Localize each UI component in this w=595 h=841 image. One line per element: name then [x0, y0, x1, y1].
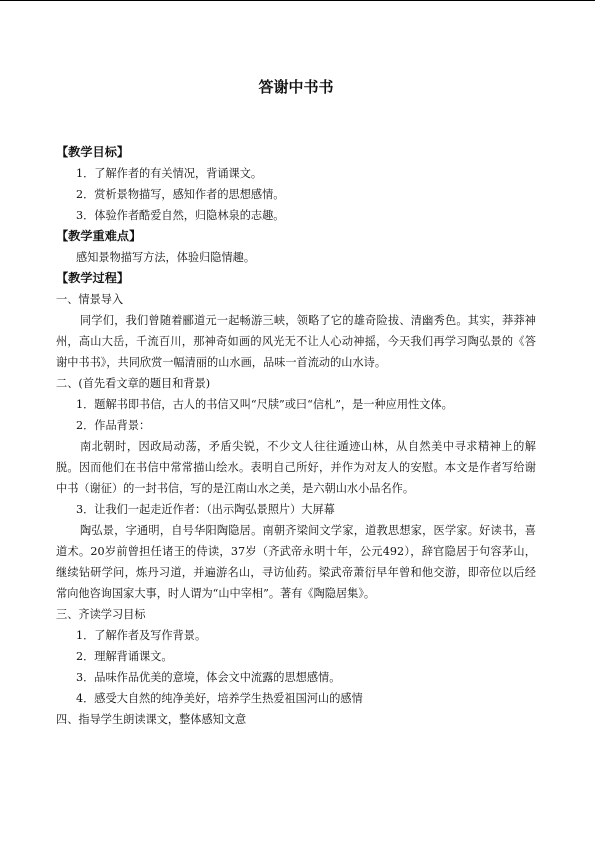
- document-body: [56, 142, 536, 730]
- key-points-text: 感知景物描写方法，体验归隐情趣。: [76, 251, 256, 264]
- section-title: 一、情景导入: [56, 293, 124, 306]
- goals-heading: 【教学目标】: [56, 145, 130, 159]
- header-rule: [0, 0, 595, 1]
- list-item: 4．感受大自然的纯净美好，培养学生热爱祖国河山的感情: [76, 692, 363, 705]
- list-item: 2．作品背景：: [76, 419, 151, 432]
- section-title: 二、(首先看文章的题目和背景): [56, 377, 211, 390]
- background-paragraph: 南北朝时，因政局动荡，矛盾尖锐，不少文人往往遁迹山林，从自然美中寻求精神上的解脱。因而他们在书信中常常描山绘水。表明自己所好，并作为对友人的安慰。本文是作者写给谢中书（谢征）的一封书信，写的是江南山水之美，是六朝山水小品名作。: [56, 440, 536, 495]
- list-item: 1．题解书即书信，古人的书信又叫“尺牍”或曰“信札”，是一种应用性文体。: [76, 398, 453, 411]
- goal-item: 2．赏析景物描写，感知作者的思想感情。: [76, 188, 285, 201]
- intro-paragraph: 同学们，我们曾随着郦道元一起畅游三峡，领略了它的雄奇险拔、清幽秀色。其实，莽莽神州，高山大岳，千流百川，那神奇如画的风光无不让人心动神摇，今天我们再学习陶弘景的《答谢中书书》，共同欣赏一幅清丽的山水画，品味一首流动的山水诗。: [56, 314, 536, 369]
- list-item: 3．品味作品优美的意境，体会文中流露的思想感情。: [76, 671, 341, 684]
- goal-item: 1．了解作者的有关情况，背诵课文。: [76, 167, 263, 180]
- process-heading: 【教学过程】: [56, 271, 130, 285]
- list-item: 1．了解作者及写作背景。: [76, 629, 207, 642]
- section-title: 三、齐读学习目标: [56, 608, 146, 621]
- author-paragraph: 陶弘景，字通明，自号华阳陶隐居。南朝齐梁间文学家，道教思想家，医学家。好读书，喜道术。20岁前曾担任诸王的侍读，37岁（齐武帝永明十年，公元492），辞官隐居于句容茅山，继续钻研学问，炼丹习道，并遍游名山，寻访仙药。梁武帝萧衍早年曾和他交游，即帝位以后经常向他咨询国家大事，时人谓为“山中宰相”。著有《陶隐居集》。: [56, 524, 536, 600]
- section-title: 四、指导学生朗读课文，整体感知文意: [56, 713, 247, 726]
- list-item: 2．理解背诵课文。: [76, 650, 173, 663]
- key-points-heading: 【教学重难点】: [56, 229, 142, 243]
- page-title: 答谢中书书: [258, 78, 334, 96]
- goal-item: 3．体验作者酷爱自然，归隐林泉的志趣。: [76, 209, 285, 222]
- list-item: 3．让我们一起走近作者：（出示陶弘景照片）大屏幕: [76, 503, 335, 516]
